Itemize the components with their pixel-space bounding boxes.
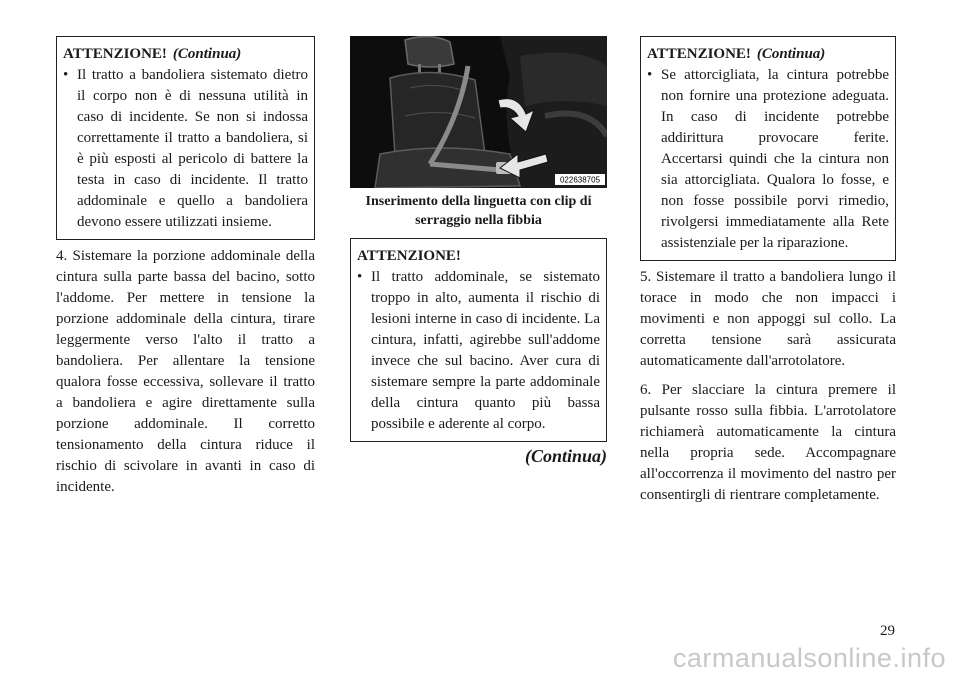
warning-item: • Se attorcigliata, la cintura potrebbe non fornire una protezione adeguata. In caso di incidente potrebbe addirittura provocare ferite. Accertarsi quindi che la cintura non sia attorcigliata. Qualora lo fosse, e non fosse possibile porvi rimedio, rivolgersi immediatamente alla Rete assistenziale per la riparazione. xyxy=(647,65,889,254)
seatbelt-illustration xyxy=(350,36,607,188)
warning-heading xyxy=(647,44,889,65)
warning-item: • Il tratto a bandoliera sistemato dietro il corpo non è di nessuna utilità in caso di incidente. Se non si indossa correttamente il tratto a bandoliera, si è più esposti al pericolo di battere la testa in caso di incidente. Il tratto addominale e quello a bandoliera devono essere utilizzati insieme. xyxy=(63,65,308,233)
figure-code: 022638705 xyxy=(559,175,601,185)
warning-box xyxy=(350,238,607,442)
continued-label: (Continua) xyxy=(524,446,607,466)
watermark: carmanualsonline.info xyxy=(672,643,946,673)
column-left xyxy=(56,36,315,498)
column-middle xyxy=(350,36,607,467)
warning-title: ATTENZIONE! xyxy=(63,46,167,62)
warning-list xyxy=(357,267,600,435)
warning-box-continued xyxy=(640,36,896,261)
step-5-text: 5. Sistemare il tratto a bandoliera lungo il torace in modo che non impacci i movimenti e non appoggi sul collo. La corretta tensione sarà assicurata automaticamente dall'arrotolatore. xyxy=(640,269,896,369)
warning-title: ATTENZIONE! xyxy=(647,46,751,62)
column-right xyxy=(640,36,896,506)
step-4-text: 4. Sistemare la porzione addominale della cintura sulla parte bassa del bacino, sotto l'addome. Per mettere in tensione la porzione addominale della cintura, tirare leggermente verso l'alto il tratto a bandoliera. Per allentare la tensione qualora fosse eccessiva, sollevare il tratto a bandoliera e agire direttamente sulla porzione addominale. Il corretto tensionamento della cintura riduce il rischio di scivolare in avanti in caso di incidente. xyxy=(56,248,315,495)
figure-caption: Inserimento della linguetta con clip di serraggio nella fibbia xyxy=(365,194,592,228)
step-6-text: 6. Per slacciare la cintura premere il pulsante rosso sulla fibbia. L'arrotolatore richiamerà automaticamente la cintura nella propria sede. Accompagnare all'occorrenza il movimento del nastro per consentirgli di rientrare completamente. xyxy=(640,382,896,503)
warning-list xyxy=(647,65,889,254)
page-number: 29 xyxy=(880,623,895,639)
warning-heading xyxy=(63,44,308,65)
warning-heading xyxy=(357,246,600,267)
seatbelt-figure xyxy=(350,36,607,188)
warning-title: ATTENZIONE! xyxy=(357,248,461,264)
warning-box-continued xyxy=(56,36,315,240)
warning-continued-label: (Continua) xyxy=(172,46,242,62)
warning-item: • Il tratto addominale, se sistemato troppo in alto, aumenta il rischio di lesioni interne in caso di incidente. La cintura, infatti, agirebbe sull'addome invece che sul bacino. Aver cura di sistemare sempre la parte addominale della cintura quanto più bassa possibile e aderente al corpo. xyxy=(357,267,600,435)
warning-continued-label: (Continua) xyxy=(756,46,826,62)
warning-list xyxy=(63,65,308,233)
